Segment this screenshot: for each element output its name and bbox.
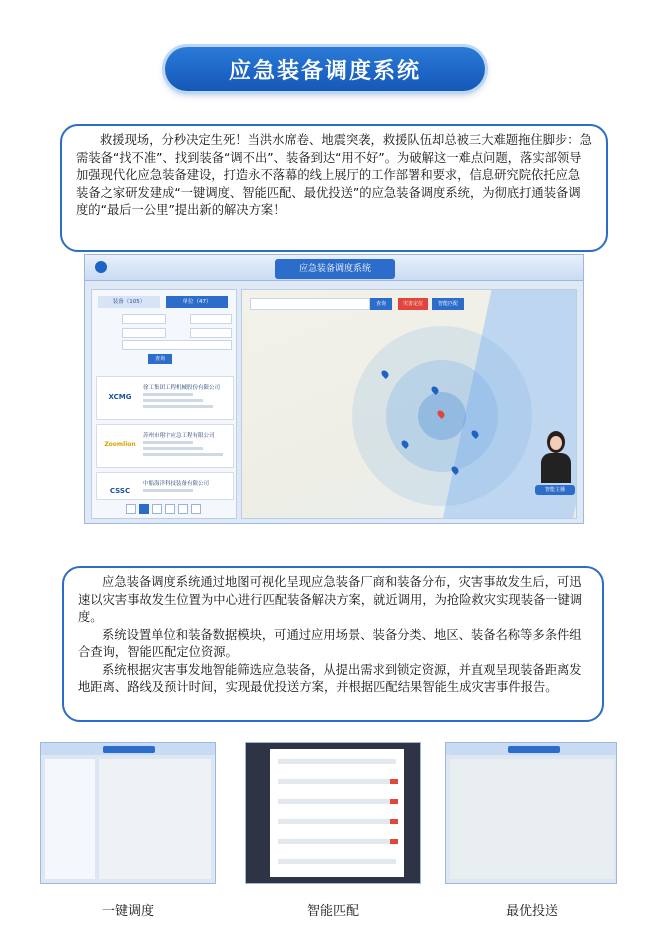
filter-row xyxy=(98,314,232,324)
page-button[interactable] xyxy=(152,504,162,514)
company-name: 徐工集团工程机械股份有限公司 xyxy=(143,385,221,391)
caption-optimal-delivery: 最优投送 xyxy=(505,904,558,919)
page-title: 应急装备调度系统 xyxy=(228,58,421,84)
search-panel xyxy=(91,289,237,519)
filter-select[interactable] xyxy=(122,328,166,338)
company-logo: XCMG xyxy=(108,393,132,401)
page-button[interactable] xyxy=(139,504,149,514)
filter-row xyxy=(98,340,232,350)
thumbnail-optimal-delivery xyxy=(445,742,617,884)
tab-equipment[interactable]: 装备（105） xyxy=(98,296,160,308)
screenshot-title: 应急装备调度系统 xyxy=(275,259,395,279)
map-query-button[interactable]: 查询 xyxy=(370,298,392,310)
filter-select[interactable] xyxy=(190,314,232,324)
logo-icon xyxy=(95,261,107,273)
description-para: 应急装备调度系统通过地图可视化呈现应急装备厂商和装备分布，灾害事故发生后，可迅速以灾害事故发生位置为中心进行匹配装备解决方案，就近调用，为抢险救灾实现装备一键调度。 xyxy=(78,575,583,624)
company-logo: CSSC xyxy=(109,487,131,495)
title-banner xyxy=(165,47,485,91)
filter-input[interactable] xyxy=(122,340,232,350)
thumbnail-one-click-dispatch xyxy=(40,742,216,884)
virtual-host xyxy=(535,425,575,505)
page-button[interactable] xyxy=(126,504,136,514)
smart-match-button[interactable]: 智能匹配 xyxy=(432,298,464,310)
filter-select[interactable] xyxy=(190,328,232,338)
screenshot-header xyxy=(85,255,583,281)
filter-row xyxy=(98,328,232,338)
page-button[interactable] xyxy=(191,504,201,514)
system-screenshot xyxy=(84,254,584,524)
page-button[interactable] xyxy=(178,504,188,514)
intro-box xyxy=(60,124,608,252)
company-name: 中船海洋科技装备有限公司 xyxy=(143,481,210,487)
page-button[interactable] xyxy=(165,504,175,514)
company-name: 苏州市翔宇应急工程有限公司 xyxy=(143,433,215,439)
company-card[interactable] xyxy=(96,424,234,468)
company-logo: Zoomlion xyxy=(104,441,136,448)
equipment-map[interactable] xyxy=(241,289,577,519)
caption-smart-match: 智能匹配 xyxy=(306,904,359,919)
intro-text: 救援现场，分秒决定生死！当洪水席卷、地震突袭，救援队伍却总被三大难题拖住脚步：急需装备“找不准”、找到装备“调不出”、装备到达“用不好”。为破解这一难点问题，落实部领导加强现代化应急装备建设，打造永不落幕的线上展厅的工作部署和要求，信息研究院依托应急装备之家研发建成“一键调度、智能匹配、最优投送”的应急装备调度系统，为彻底打通装备调度的“最后一公里”提出新的解决方案！ xyxy=(76,133,592,217)
description-box xyxy=(62,566,604,722)
thumbnail-smart-match xyxy=(245,742,421,884)
query-button[interactable]: 查询 xyxy=(148,354,172,364)
description-para: 系统根据灾害事发地智能筛选应急装备，从提出需求到锁定资源，并直观呈现装备距离发地距离、路线及预计时间，实现最优投送方案，并根据匹配结果智能生成灾害事件报告。 xyxy=(78,662,582,694)
description-para: 系统设置单位和装备数据模块，可通过应用场景、装备分类、地区、装备名称等多条件组合查询，智能匹配定位资源。 xyxy=(78,627,582,659)
map-search-input[interactable] xyxy=(250,298,370,310)
filter-select[interactable] xyxy=(122,314,166,324)
caption-one-click-dispatch: 一键调度 xyxy=(101,904,154,919)
pagination xyxy=(126,504,201,514)
disaster-locate-button[interactable]: 灾害定位 xyxy=(398,298,428,310)
virtual-host-label: 智能主播 xyxy=(535,485,575,495)
company-card[interactable] xyxy=(96,472,234,500)
tab-unit[interactable]: 单位（47） xyxy=(166,296,228,308)
company-card[interactable] xyxy=(96,376,234,420)
